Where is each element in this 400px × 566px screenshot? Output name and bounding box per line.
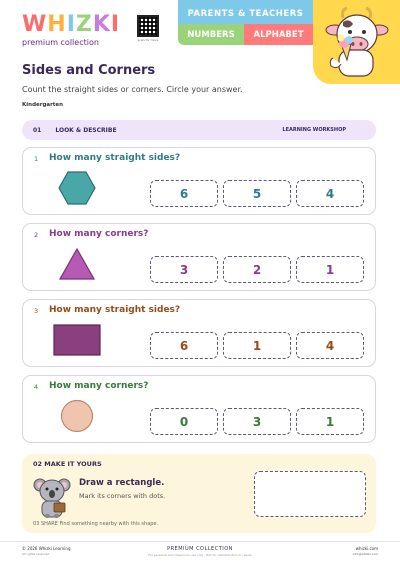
- circle-shape: [57, 398, 97, 434]
- tab-alphabet[interactable]: ALPHABET: [244, 24, 313, 45]
- page-footer: [0, 541, 400, 566]
- logo-letter: W: [22, 12, 48, 37]
- logo-letter: H: [47, 12, 67, 37]
- question-card-2: [22, 223, 376, 291]
- footer-url[interactable]: whizki.com: [355, 546, 378, 551]
- answer-option[interactable]: 2: [223, 256, 291, 283]
- answer-option[interactable]: 6: [150, 180, 218, 207]
- question-number: 4: [34, 383, 39, 391]
- question-text: How many straight sides?: [49, 153, 181, 163]
- answer-option[interactable]: 0: [150, 408, 218, 435]
- answer-option[interactable]: 1: [296, 408, 364, 435]
- make-it-yours-header: 02 MAKE IT YOURS: [33, 460, 102, 468]
- answer-option[interactable]: 3: [223, 408, 291, 435]
- drawing-area[interactable]: [254, 471, 366, 517]
- section-header-look-describe: [22, 120, 376, 140]
- triangle-shape: [57, 246, 97, 282]
- logo-letter: Z: [75, 12, 93, 37]
- answer-option[interactable]: 6: [150, 332, 218, 359]
- question-number: 3: [34, 307, 39, 315]
- footer-email[interactable]: info@whizki.com: [352, 552, 378, 556]
- footer-collection: PREMIUM COLLECTION: [167, 546, 233, 552]
- logo: [22, 14, 122, 47]
- footer-copyright: © 2026 Whizki Learning: [22, 546, 71, 551]
- cow-mascot-illustration: [313, 0, 400, 84]
- logo-letter: K: [92, 12, 111, 37]
- answer-option[interactable]: 1: [296, 256, 364, 283]
- make-it-yours-title: Draw a rectangle.: [79, 478, 165, 488]
- tab-parents-teachers[interactable]: PARENTS & TEACHERS: [178, 0, 313, 27]
- question-number: 1: [34, 155, 39, 163]
- footer-rights: All rights reserved: [22, 552, 50, 556]
- answer-option[interactable]: 1: [223, 332, 291, 359]
- answer-option[interactable]: 4: [296, 332, 364, 359]
- grade-label: Kindergarten: [22, 102, 64, 108]
- answer-option[interactable]: 4: [296, 180, 364, 207]
- rectangle-shape: [53, 322, 101, 358]
- hexagon-shape: [57, 170, 97, 206]
- share-prompt: 03 SHARE Find something nearby with this shape.: [33, 521, 159, 527]
- section-number: 01: [33, 126, 42, 134]
- question-number: 2: [34, 231, 39, 239]
- logo-letter: I: [110, 12, 121, 37]
- qr-caption: scan for more: [137, 38, 159, 42]
- tab-numbers[interactable]: NUMBERS: [178, 24, 244, 45]
- logo-subtitle: premium collection: [22, 38, 99, 47]
- logo-wordmark: [22, 14, 122, 36]
- answer-option[interactable]: 3: [150, 256, 218, 283]
- worksheet-title: Sides and Corners: [22, 63, 156, 78]
- section-right-label: LEARNING WORKSHOP: [282, 127, 346, 133]
- question-card-4: [22, 375, 376, 443]
- qr-code-icon[interactable]: [137, 15, 159, 37]
- logo-letter: I: [66, 12, 76, 37]
- section-title: LOOK & DESCRIBE: [55, 126, 117, 134]
- question-text: How many straight sides?: [49, 305, 181, 315]
- question-text: How many corners?: [49, 381, 149, 391]
- cow-mascot-icon: [313, 0, 400, 84]
- worksheet-instruction: Count the straight sides or corners. Circle your answer.: [22, 85, 243, 94]
- question-card-1: [22, 147, 376, 215]
- answer-option[interactable]: 5: [223, 180, 291, 207]
- question-card-3: [22, 299, 376, 367]
- footer-usage-note: For personal and classroom use only · Not for redistribution or resale: [148, 553, 252, 557]
- make-it-yours-subtitle: Mark its corners with dots.: [79, 492, 166, 500]
- koala-mascot-icon: [33, 475, 71, 519]
- question-text: How many corners?: [49, 229, 149, 239]
- make-it-yours-card: [22, 454, 376, 533]
